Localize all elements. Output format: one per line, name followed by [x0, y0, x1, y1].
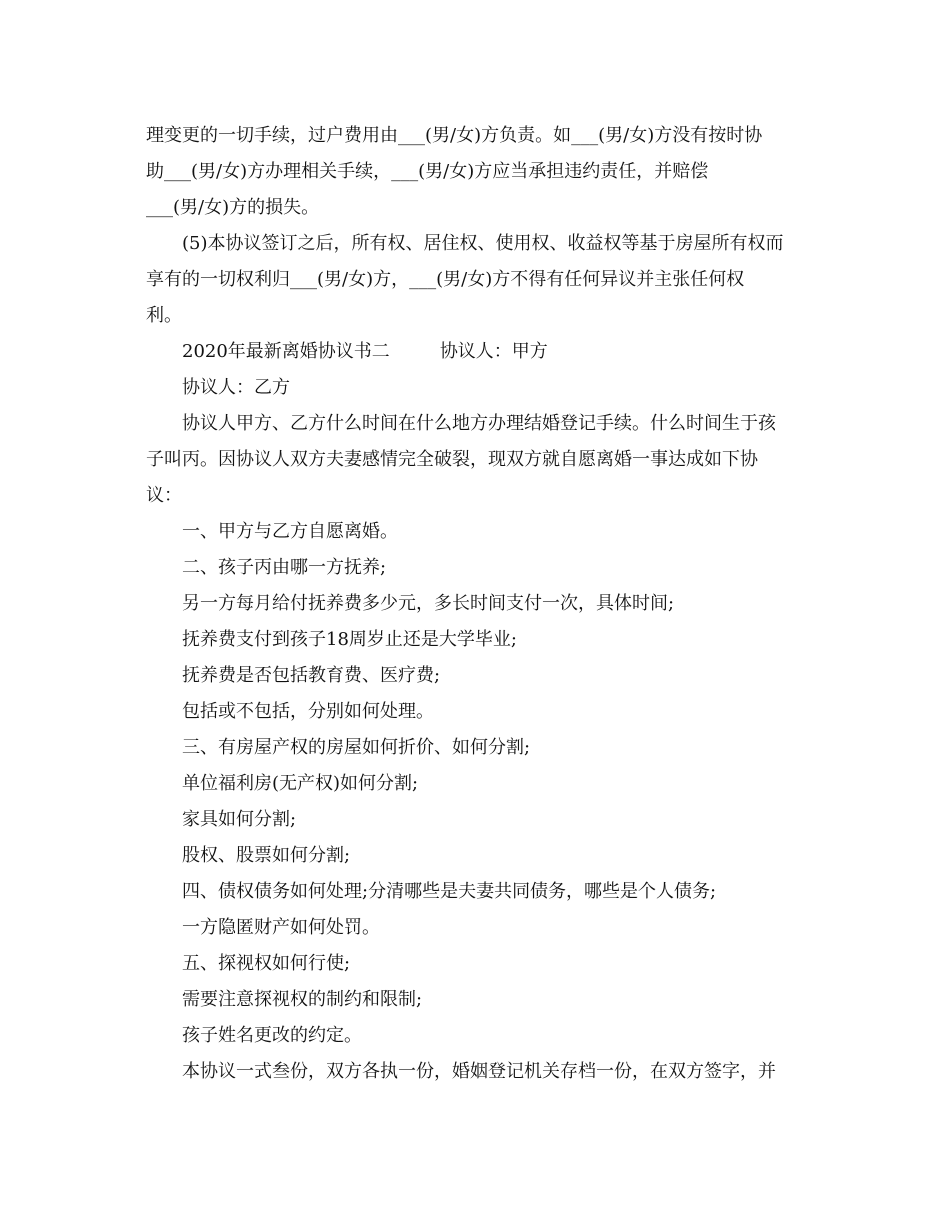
paragraph-line: 助___(男/女)方办理相关手续，___(男/女)方应当承担违约责任，并赔偿 — [146, 161, 709, 182]
document-body — [146, 118, 806, 1090]
clause-line: 一方隐匿财产如何处罚。 — [182, 917, 380, 938]
clause-line: 抚养费支付到孩子18周岁止还是大学毕业; — [182, 629, 517, 650]
party-a-label: 协议人：甲方 — [439, 341, 548, 362]
paragraph-line: ___(男/女)方的损失。 — [146, 197, 320, 218]
paragraph-line: 理变更的一切手续，过户费用由___(男/女)方负责。如___(男/女)方没有按时协 — [146, 125, 763, 146]
clause-line: 三、有房屋产权的房屋如何折价、如何分割; — [182, 737, 531, 758]
clause-line: 单位福利房(无产权)如何分割; — [182, 773, 419, 794]
clause-line: 需要注意探视权的制约和限制; — [182, 989, 423, 1010]
clause-line: 四、债权债务如何处理;分清哪些是夫妻共同债务，哪些是个人债务; — [182, 881, 717, 902]
paragraph-line: 协议人甲方、乙方什么时间在什么地方办理结婚登记手续。什么时间生于孩 — [182, 413, 776, 434]
paragraph-line: 议： — [146, 485, 182, 506]
clause-line: 家具如何分割; — [182, 809, 297, 830]
paragraph-line: 享有的一切权利归___(男/女)方，___(男/女)方不得有任何异议并主张任何权 — [146, 269, 745, 290]
clause-line: 五、探视权如何行使; — [182, 953, 351, 974]
clause-line: 一、甲方与乙方自愿离婚。 — [182, 521, 398, 542]
paragraph-line: 子叫丙。因协议人双方夫妻感情完全破裂，现双方就自愿离婚一事达成如下协 — [146, 449, 758, 470]
section-heading-line — [146, 334, 806, 370]
clause-line: 抚养费是否包括教育费、医疗费; — [182, 665, 441, 686]
clause-line: 二、孩子丙由哪一方抚养; — [182, 557, 387, 578]
paragraph-line: 利。 — [146, 305, 182, 326]
clause-line: 股权、股票如何分割; — [182, 845, 351, 866]
paragraph-line: (5)本协议签订之后，所有权、居住权、使用权、收益权等基于房屋所有权而 — [182, 233, 784, 254]
party-b-label: 协议人：乙方 — [182, 377, 290, 398]
paragraph-line: 本协议一式叁份，双方各执一份，婚姻登记机关存档一份，在双方签字，并 — [182, 1061, 776, 1082]
clause-line: 包括或不包括，分别如何处理。 — [182, 701, 434, 722]
clause-line: 另一方每月给付抚养费多少元，多长时间支付一次，具体时间; — [182, 593, 675, 614]
clause-line: 孩子姓名更改的约定。 — [182, 1025, 362, 1046]
section-heading: 2020年最新离婚协议书二 — [182, 341, 390, 362]
